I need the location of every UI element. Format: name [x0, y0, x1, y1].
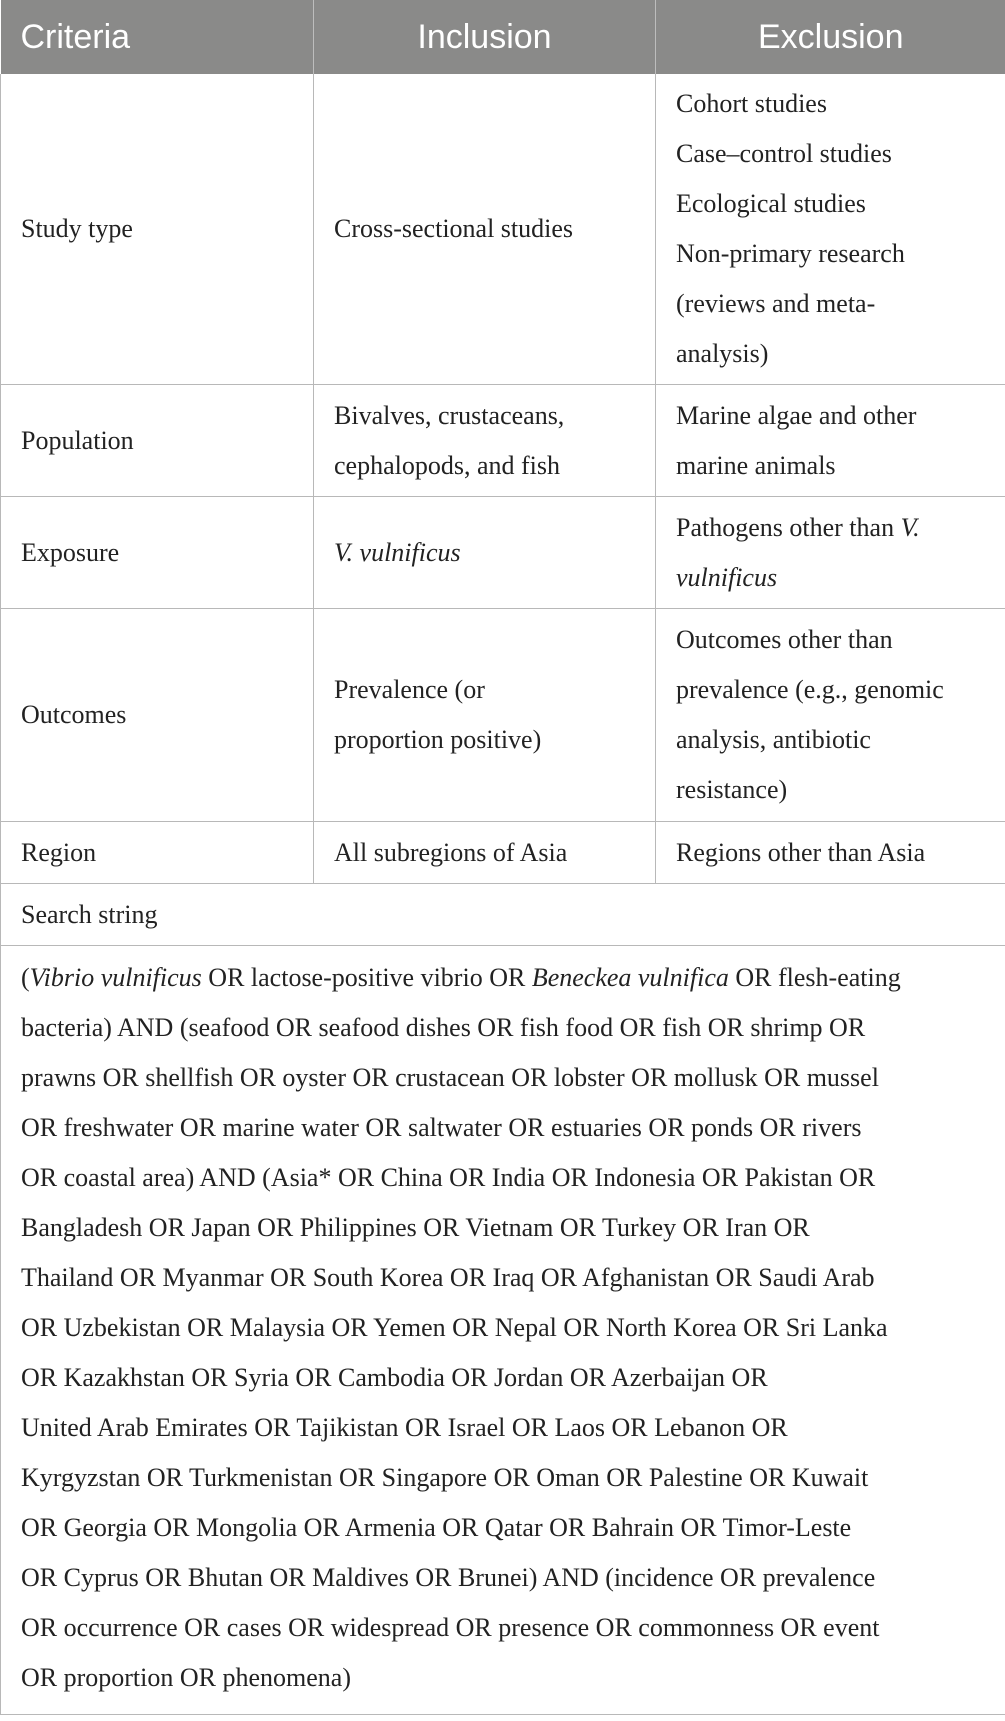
outcomes-inclusion-line: Prevalence (or [334, 675, 485, 704]
population-exclusion-line: marine animals [676, 450, 836, 480]
study-type-criteria: Study type [1, 74, 314, 385]
outcomes-exclusion-line: Outcomes other than [676, 625, 893, 654]
table-row-study-type [1, 74, 1005, 385]
search-text: OR lactose-positive vibrio OR [201, 963, 532, 992]
table-body [1, 74, 1005, 1715]
outcomes-criteria: Outcomes [1, 609, 314, 822]
search-string-line: OR freshwater OR marine water OR saltwater OR estuaries OR ponds OR rivers [21, 1113, 862, 1142]
search-string-line: OR proportion OR phenomena) [21, 1663, 352, 1692]
exposure-exclusion [656, 497, 1005, 609]
search-term-beneckea-vulnifica: Beneckea vulnifica [531, 963, 729, 992]
population-inclusion [314, 385, 656, 497]
header-exclusion: Exclusion [656, 0, 1005, 74]
search-string-line: OR Cyprus OR Bhutan OR Maldives OR Brunei) AND (incidence OR prevalence [21, 1563, 876, 1592]
header-row [1, 0, 1005, 74]
exposure-exclusion-species-name: vulnificus [676, 562, 778, 592]
region-criteria: Region [1, 822, 314, 884]
outcomes-exclusion-line: analysis, antibiotic [676, 725, 871, 754]
search-string-line: United Arab Emirates OR Tajikistan OR Israel OR Laos OR Lebanon OR [21, 1413, 788, 1442]
search-string-line: OR coastal area) AND (Asia* OR China OR India OR Indonesia OR Pakistan OR [21, 1163, 876, 1192]
table-row-outcomes [1, 609, 1005, 822]
region-exclusion: Regions other than Asia [656, 822, 1005, 884]
population-exclusion-line: Marine algae and other [676, 400, 917, 430]
search-string-label: Search string [1, 884, 1005, 946]
outcomes-exclusion-line: resistance) [676, 775, 788, 804]
outcomes-inclusion [314, 609, 656, 822]
population-inclusion-line: cephalopods, and fish [334, 450, 561, 480]
exposure-exclusion-prefix: Pathogens other than [676, 512, 901, 542]
search-string-line: OR Kazakhstan OR Syria OR Cambodia OR Jordan OR Azerbaijan OR [21, 1363, 768, 1392]
table-row-exposure [1, 497, 1005, 609]
study-type-exclusion-line: (reviews and meta- [676, 289, 876, 318]
table-row-region [1, 822, 1005, 884]
search-term-vibrio-vulnificus: Vibrio vulnificus [29, 963, 202, 992]
search-string-line: Kyrgyzstan OR Turkmenistan OR Singapore OR Oman OR Palestine OR Kuwait [21, 1463, 869, 1492]
population-criteria: Population [1, 385, 314, 497]
search-text: OR flesh-eating [728, 963, 901, 992]
exposure-exclusion-species-genus: V. [900, 512, 920, 542]
header-criteria: Criteria [1, 0, 314, 74]
study-type-exclusion-line: Case–control studies [676, 139, 892, 168]
search-string-line [21, 953, 985, 1003]
search-string-line: OR Uzbekistan OR Malaysia OR Yemen OR Nepal OR North Korea OR Sri Lanka [21, 1313, 888, 1342]
study-type-exclusion-line: Ecological studies [676, 189, 866, 218]
population-exclusion [656, 385, 1005, 497]
table-row-population [1, 385, 1005, 497]
study-type-exclusion-line: Non-primary research [676, 239, 905, 268]
search-string-line: prawns OR shellfish OR oyster OR crustacean OR lobster OR mollusk OR mussel [21, 1063, 879, 1092]
search-text-open-paren: ( [21, 963, 30, 992]
exposure-criteria: Exposure [1, 497, 314, 609]
header-inclusion: Inclusion [314, 0, 656, 74]
exposure-inclusion: V. vulnificus [314, 497, 656, 609]
search-string-line: OR occurrence OR cases OR widespread OR presence OR commonness OR event [21, 1613, 880, 1642]
search-string-line: Thailand OR Myanmar OR South Korea OR Iraq OR Afghanistan OR Saudi Arab [21, 1263, 875, 1292]
exposure-exclusion-line [676, 503, 985, 553]
outcomes-exclusion-line: prevalence (e.g., genomic [676, 675, 944, 704]
search-string-line: OR Georgia OR Mongolia OR Armenia OR Qatar OR Bahrain OR Timor-Leste [21, 1513, 852, 1542]
region-inclusion: All subregions of Asia [314, 822, 656, 884]
table-row-search-label [1, 884, 1005, 946]
study-type-exclusion-line: Cohort studies [676, 89, 827, 118]
search-string-text [1, 946, 1005, 1715]
population-inclusion-line: Bivalves, crustaceans, [334, 400, 565, 430]
outcomes-exclusion [656, 609, 1005, 822]
search-string-line: Bangladesh OR Japan OR Philippines OR Vietnam OR Turkey OR Iran OR [21, 1213, 810, 1242]
study-type-inclusion: Cross-sectional studies [314, 74, 656, 385]
table-header [1, 0, 1005, 74]
search-string-line: bacteria) AND (seafood OR seafood dishes OR fish food OR fish OR shrimp OR [21, 1013, 866, 1042]
study-type-exclusion-line: analysis) [676, 339, 769, 368]
outcomes-inclusion-line: proportion positive) [334, 725, 542, 754]
table-row-search-string [1, 946, 1005, 1715]
study-type-exclusion [656, 74, 1005, 385]
